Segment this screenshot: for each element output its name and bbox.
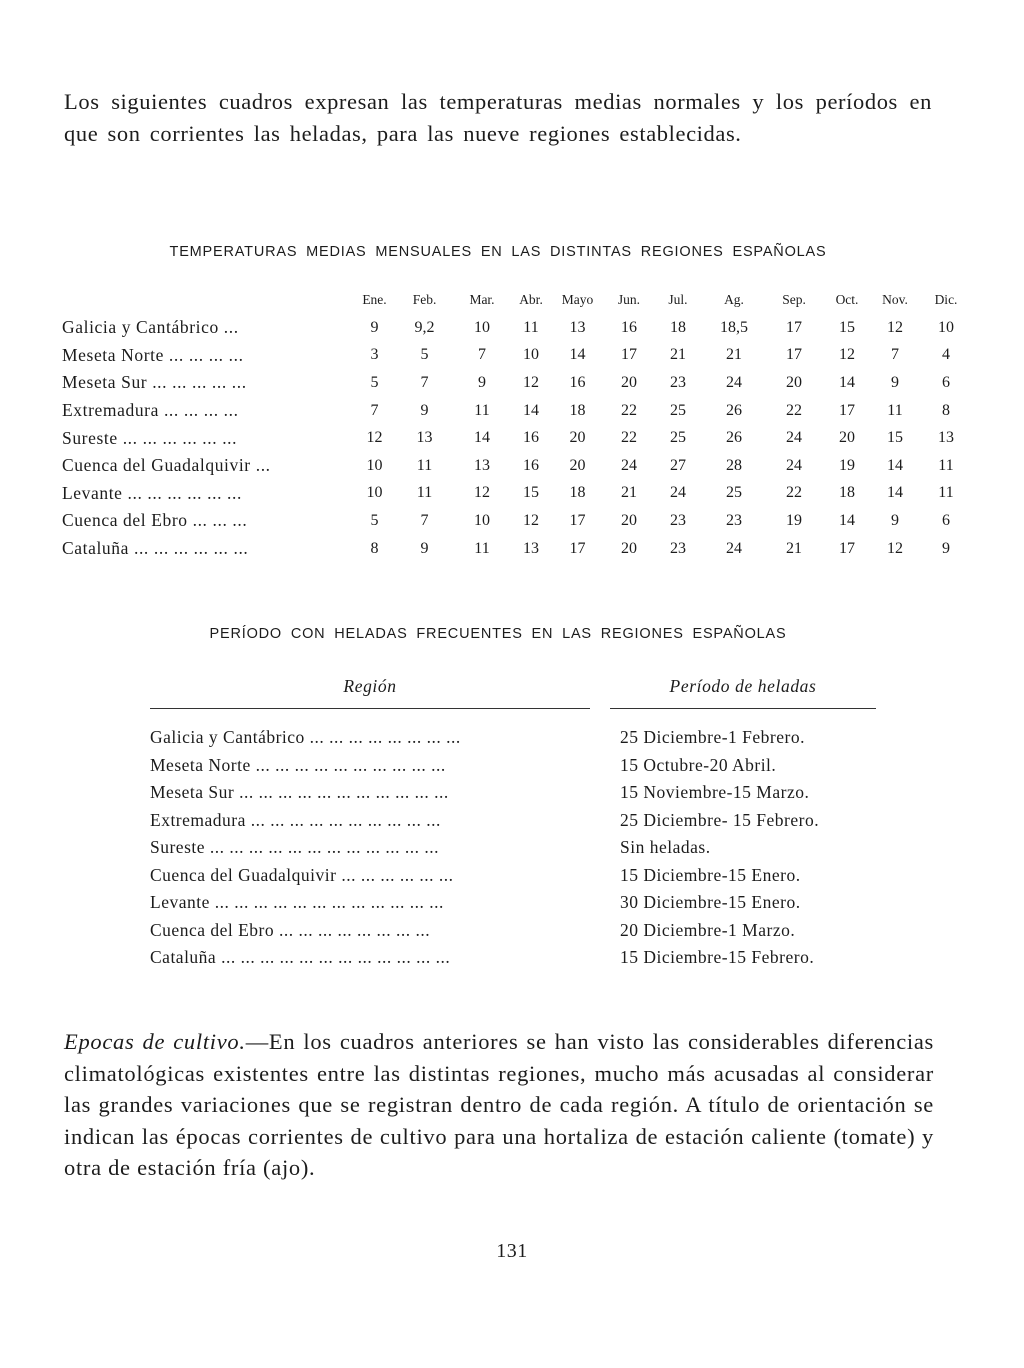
temperature-cell-nov: 9 — [891, 511, 899, 529]
frost-row-period: Sin heladas. — [620, 837, 711, 858]
temperature-cell-may: 14 — [569, 346, 586, 364]
temperature-cell-nov: 12 — [887, 318, 903, 336]
temperature-cell-mar: 10 — [474, 318, 490, 336]
month-header-jul: Jul. — [668, 292, 688, 307]
closing-lead-heading: Epocas de cultivo. — [64, 1029, 246, 1054]
temperature-cell-ag: 24 — [726, 539, 742, 557]
temperature-cell-sep: 22 — [786, 401, 802, 419]
page-number: 131 — [496, 1240, 528, 1262]
frost-row — [150, 752, 880, 780]
temperature-row-region: Meseta Sur ... ... ... ... ... — [62, 372, 247, 393]
temperature-cell-ene: 12 — [366, 429, 383, 447]
temperature-cell-jun: 21 — [621, 484, 637, 502]
temperature-cell-ene: 10 — [366, 484, 383, 502]
frost-row-region: Extremadura ... ... ... ... ... ... ... ... ... ... — [150, 809, 441, 830]
temperature-cell-ene: 10 — [366, 456, 383, 474]
frost-row-region: Galicia y Cantábrico ... ... ... ... ... ... ... ... — [150, 727, 461, 748]
temperature-cell-jun: 24 — [621, 456, 637, 474]
temperature-cell-jun: 20 — [621, 511, 637, 529]
temperature-cell-ene: 7 — [370, 401, 379, 419]
temperature-cell-may: 20 — [569, 456, 586, 474]
temperature-row-region: Cuenca del Ebro ... ... ... — [62, 510, 248, 531]
temperature-cell-feb: 9 — [420, 401, 429, 419]
temperature-cell-may: 18 — [569, 401, 586, 419]
closing-body-text: —En los cuadros anteriores se han visto las considerables diferencias climatológicas existentes entre las distintas regiones, mucho más acusadas al considerar las grandes variaciones que se registran dentro de cada región. A título de orientación se indican las épocas corrientes de cultivo para una hortaliza de estación caliente (tomate) y otra de estación fría (ajo). — [64, 1029, 934, 1180]
temperature-cell-abr: 13 — [523, 539, 539, 557]
temperature-cell-abr: 10 — [523, 346, 539, 364]
temperature-cell-oct: 17 — [839, 539, 855, 557]
temperature-cell-may: 20 — [569, 429, 586, 447]
temperature-cell-dic: 9 — [942, 539, 950, 557]
frost-row-period: 15 Diciembre-15 Febrero. — [620, 947, 815, 968]
temperature-cell-ag: 24 — [726, 373, 742, 391]
temperature-cell-feb: 9 — [420, 539, 429, 557]
frost-row-region: Cuenca del Ebro ... ... ... ... ... ... ... ... — [150, 919, 431, 940]
region-column-header — [62, 286, 352, 314]
temperature-cell-abr: 16 — [523, 429, 539, 447]
temperature-row — [62, 452, 973, 480]
temperature-cell-abr: 15 — [523, 484, 539, 502]
temperature-cell-may: 17 — [569, 539, 586, 557]
frost-row-period: 25 Diciembre- 15 Febrero. — [620, 809, 820, 830]
temperature-cell-dic: 13 — [938, 429, 954, 447]
month-header-feb: Feb. — [412, 292, 437, 307]
frost-row-region: Cataluña ... ... ... ... ... ... ... ... ... ... ... ... — [150, 947, 451, 968]
temperatures-header-row — [62, 286, 973, 314]
frost-row-region: Cuenca del Guadalquivir ... ... ... ... ... ... — [150, 864, 454, 885]
temperature-cell-ag: 26 — [726, 401, 742, 419]
temperature-row-region: Meseta Norte ... ... ... ... — [62, 344, 244, 365]
temperature-cell-feb: 13 — [416, 429, 433, 447]
temperature-cell-sep: 24 — [786, 429, 802, 447]
temperature-cell-nov: 9 — [891, 373, 899, 391]
frost-row — [150, 834, 880, 862]
frost-row — [150, 779, 880, 807]
temperature-cell-jun: 20 — [621, 539, 637, 557]
frost-region-header-rule — [150, 708, 590, 709]
temperature-cell-mar: 11 — [474, 539, 490, 557]
month-header-ene: Ene. — [362, 292, 387, 307]
temperature-cell-ag: 23 — [726, 511, 742, 529]
temperature-cell-abr: 16 — [523, 456, 539, 474]
month-header-nov: Nov. — [882, 292, 908, 307]
temperature-cell-sep: 22 — [786, 484, 802, 502]
temperature-cell-jun: 16 — [621, 318, 637, 336]
month-header-mar: Mar. — [469, 292, 495, 307]
temperature-cell-may: 18 — [569, 484, 586, 502]
temperature-cell-jul: 18 — [670, 318, 686, 336]
temperature-row — [62, 535, 973, 563]
frost-row-period: 15 Noviembre-15 Marzo. — [620, 782, 810, 803]
temperature-cell-jul: 24 — [670, 484, 686, 502]
temperature-cell-oct: 14 — [839, 373, 855, 391]
temperature-cell-may: 16 — [569, 373, 586, 391]
temperature-row — [62, 369, 973, 397]
frost-row — [150, 807, 880, 835]
frost-row — [150, 917, 880, 945]
temperature-row — [62, 397, 973, 425]
month-header-sep: Sep. — [782, 292, 806, 307]
temperature-cell-sep: 21 — [786, 539, 802, 557]
temperature-cell-feb: 7 — [420, 511, 429, 529]
temperature-cell-jul: 23 — [670, 373, 686, 391]
temperature-row — [62, 507, 973, 535]
temperatures-table-title: TEMPERATURAS MEDIAS MENSUALES EN LAS DISTINTAS REGIONES ESPAÑOLAS — [169, 244, 827, 260]
temperature-row-region: Galicia y Cantábrico ... — [62, 317, 239, 338]
temperature-cell-jul: 23 — [670, 539, 686, 557]
temperature-row-region: Cuenca del Guadalquivir ... — [62, 455, 271, 476]
frost-row — [150, 724, 880, 752]
temperature-cell-dic: 10 — [938, 318, 954, 336]
temperature-cell-ag: 18,5 — [720, 318, 748, 336]
frost-period-header-rule — [610, 708, 876, 709]
temperature-cell-ene: 5 — [370, 511, 379, 529]
temperature-cell-oct: 15 — [839, 318, 855, 336]
temperature-cell-oct: 17 — [839, 401, 855, 419]
temperature-row-region: Sureste ... ... ... ... ... ... — [62, 427, 238, 448]
temperature-cell-mar: 13 — [474, 456, 490, 474]
temperature-cell-ag: 25 — [726, 484, 742, 502]
temperature-row — [62, 424, 973, 452]
frost-row-region: Levante ... ... ... ... ... ... ... ... ... ... ... ... — [150, 892, 444, 913]
temperature-cell-mar: 9 — [478, 373, 486, 391]
temperature-cell-oct: 19 — [839, 456, 855, 474]
temperature-row-region: Cataluña ... ... ... ... ... ... — [62, 538, 249, 559]
temperature-cell-ag: 28 — [726, 456, 742, 474]
temperature-cell-nov: 11 — [887, 401, 903, 419]
temperature-cell-abr: 12 — [523, 373, 539, 391]
frost-row — [150, 862, 880, 890]
frost-region-header: Región — [343, 676, 397, 696]
month-header-ag: Ag. — [724, 292, 744, 307]
intro-paragraph: Los siguientes cuadros expresan las temperaturas medias normales y los períodos en que son corrientes las heladas, para las nueve regiones establecidas. — [64, 89, 932, 146]
temperature-cell-mar: 7 — [478, 346, 486, 364]
temperature-row-region: Levante ... ... ... ... ... ... — [62, 482, 242, 503]
temperature-cell-mar: 12 — [474, 484, 490, 502]
temperature-cell-feb: 11 — [416, 456, 433, 474]
temperature-cell-jul: 25 — [670, 429, 686, 447]
temperature-cell-sep: 17 — [786, 346, 802, 364]
temperature-cell-dic: 11 — [938, 484, 954, 502]
frost-table — [150, 724, 880, 972]
temperature-cell-abr: 12 — [523, 511, 539, 529]
temperature-cell-may: 17 — [569, 511, 586, 529]
temperature-cell-ene: 5 — [370, 373, 379, 391]
temperature-cell-sep: 19 — [786, 511, 802, 529]
frost-row-region: Sureste ... ... ... ... ... ... ... ... ... ... ... ... — [150, 837, 440, 858]
temperature-cell-jun: 17 — [621, 346, 637, 364]
temperature-cell-ene: 9 — [370, 318, 379, 336]
temperature-row — [62, 342, 973, 370]
temperature-cell-oct: 12 — [839, 346, 855, 364]
frost-row — [150, 944, 880, 972]
temperature-cell-feb: 7 — [420, 373, 429, 391]
temperature-cell-oct: 20 — [839, 429, 855, 447]
temperature-cell-nov: 7 — [891, 346, 899, 364]
closing-paragraph — [64, 1026, 934, 1184]
frost-row-period: 15 Octubre-20 Abril. — [620, 754, 777, 775]
temperature-row-region: Extremadura ... ... ... ... — [62, 400, 239, 421]
frost-row — [150, 889, 880, 917]
temperature-cell-abr: 14 — [523, 401, 539, 419]
temperature-cell-sep: 24 — [786, 456, 802, 474]
temperature-cell-dic: 11 — [938, 456, 954, 474]
temperature-cell-mar: 14 — [474, 429, 490, 447]
temperature-cell-sep: 17 — [786, 318, 802, 336]
month-header-may: Mayo — [561, 292, 594, 307]
temperature-cell-mar: 11 — [474, 401, 490, 419]
temperature-cell-dic: 8 — [942, 401, 950, 419]
frost-row-region: Meseta Sur ... ... ... ... ... ... ... ... ... ... ... — [150, 782, 449, 803]
frost-row-period: 30 Diciembre-15 Enero. — [620, 892, 801, 913]
temperature-cell-dic: 4 — [942, 346, 950, 364]
temperature-cell-feb: 5 — [420, 346, 429, 364]
temperature-cell-jul: 27 — [670, 456, 686, 474]
frost-row-period: 20 Diciembre-1 Marzo. — [620, 919, 796, 940]
temperature-cell-nov: 14 — [887, 484, 903, 502]
temperature-cell-ene: 8 — [370, 539, 379, 557]
frost-row-period: 15 Diciembre-15 Enero. — [620, 864, 801, 885]
temperature-cell-nov: 15 — [887, 429, 903, 447]
temperature-cell-oct: 18 — [839, 484, 855, 502]
temperature-cell-jul: 21 — [670, 346, 686, 364]
temperature-cell-ag: 26 — [726, 429, 742, 447]
frost-table-title: PERÍODO CON HELADAS FRECUENTES EN LAS REGIONES ESPAÑOLAS — [209, 626, 787, 642]
temperature-cell-dic: 6 — [942, 373, 950, 391]
month-header-dic: Dic. — [934, 292, 958, 307]
frost-table-body — [150, 724, 880, 972]
month-header-abr: Abr. — [519, 292, 543, 307]
temperature-cell-feb: 11 — [416, 484, 433, 502]
temperature-cell-jun: 20 — [621, 373, 637, 391]
month-header-jun: Jun. — [617, 292, 641, 307]
temperature-cell-feb: 9,2 — [414, 318, 435, 336]
temperature-cell-jun: 22 — [621, 401, 637, 419]
frost-period-header: Período de heladas — [669, 676, 817, 696]
temperature-cell-sep: 20 — [786, 373, 802, 391]
temperatures-table-body — [62, 314, 973, 562]
temperature-cell-jul: 23 — [670, 511, 686, 529]
temperature-cell-oct: 14 — [839, 511, 855, 529]
month-header-oct: Oct. — [835, 292, 859, 307]
temperature-cell-jun: 22 — [621, 429, 637, 447]
temperature-cell-may: 13 — [569, 318, 586, 336]
temperature-cell-dic: 6 — [942, 511, 950, 529]
temperature-cell-nov: 12 — [887, 539, 903, 557]
temperature-row — [62, 480, 973, 508]
temperature-cell-nov: 14 — [887, 456, 903, 474]
frost-row-region: Meseta Norte ... ... ... ... ... ... ... ... ... ... — [150, 754, 446, 775]
temperatures-table — [62, 286, 973, 562]
temperature-cell-abr: 11 — [523, 318, 539, 336]
temperature-cell-mar: 10 — [474, 511, 490, 529]
temperature-row — [62, 314, 973, 342]
temperature-cell-ag: 21 — [726, 346, 742, 364]
temperature-cell-ene: 3 — [370, 346, 379, 364]
temperature-cell-jul: 25 — [670, 401, 686, 419]
frost-row-period: 25 Diciembre-1 Febrero. — [620, 727, 805, 748]
